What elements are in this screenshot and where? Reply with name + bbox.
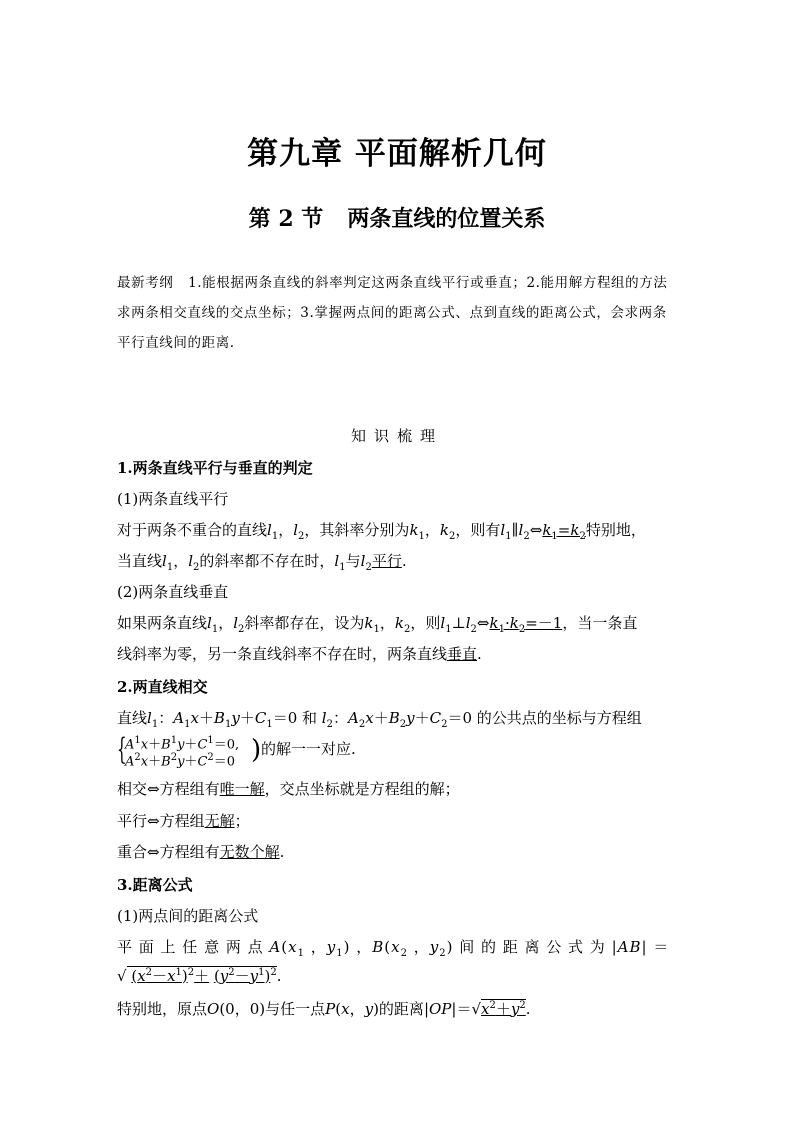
parallel-condition-answer: $k_1=k_2$ (542, 521, 586, 542)
section-name: 两条直线的位置关系 (347, 206, 546, 232)
parallel-heading: (1)两条直线平行 (117, 490, 229, 508)
left-brace: { (117, 732, 127, 767)
right-paren: ) (251, 735, 262, 765)
parallel-case: 平行⇔方程组无解； (117, 812, 250, 830)
coincide-answer: 无数个解 (219, 843, 280, 861)
perpendicular-answer: 垂直 (447, 645, 478, 663)
perpendicular-line-1: 如果两条直线$l_1$，$l_2$斜率都存在，设为$k_1$，$k_2$，则$l_1\perp l_2\Leftrightarrow k_1\cdot k_2=-1$，当一条直 (117, 614, 638, 635)
distance-heading: (1)两点间的距离公式 (117, 907, 259, 925)
section2-heading: 2.两直线相交 (117, 678, 208, 696)
section-number: 第 2 节 (248, 206, 324, 232)
distance-formula: √ $(x^2-x^1)^2+ (y^2-y^1)^2$. (117, 967, 282, 985)
intersect-answer: 唯一解 (219, 780, 265, 798)
syllabus-text: 1.能根据两条直线的斜率判定这两条直线平行或垂直；2.能用解方程组的方法求两条相交直线的交点坐标；3.掌握两点间的距离公式、点到直线的距离公式，会求两条平行直线间的距离. (117, 275, 668, 351)
distance-line-1: 平 面 上 任 意 两 点 $A(x_1$ ，$y_1$) ，$B(x_2$ ，$y_2$) 间 的 距 离 公 式 为 |AB| ＝ (117, 938, 670, 959)
system-equation-2: $A^2x+B^2y+C^2=0$ (125, 752, 236, 770)
coincide-case: 重合⇔方程组有无数个解. (117, 843, 285, 861)
knowledge-heading: 知识梳理 (350, 427, 443, 445)
system-equation-1: $A^1x+B^1y+C^1=0$, (125, 735, 240, 753)
section1-heading: 1.两条直线平行与垂直的判定 (117, 459, 313, 477)
section3-heading: 3.距离公式 (117, 876, 193, 894)
syllabus-label: 最新考纲 (117, 275, 174, 291)
origin-radicand: $x^2+y^2$ (481, 1000, 526, 1018)
syllabus-paragraph (117, 268, 677, 358)
intersect-line-1: 直线$l_1$：$A_1x+B_1y+C_1=0$ 和 $l_2$：$A_2x+B_2y+C_2=0$ 的公共点的坐标与方程组 (117, 709, 642, 730)
system-tail: 的解一一对应. (261, 740, 356, 758)
parallel-case-answer: 无解 (204, 812, 235, 830)
distance-radicand: $(x^2-x^1)^2+ (y^2-y^1)^2$ (127, 966, 277, 985)
perpendicular-condition-answer: $k_1\cdot k_2=-1$ (489, 614, 563, 635)
intersect-case: 相交⇔方程组有唯一解，交点坐标就是方程组的解； (117, 780, 460, 798)
parallel-answer: 平行 (371, 552, 402, 570)
perpendicular-heading: (2)两条直线垂直 (117, 583, 229, 601)
section-title (0, 202, 794, 233)
origin-distance-line: 特别地，原点O(0，0)与任一点P(x，y)的距离$|OP|=√x^2+y^2$. (117, 1000, 531, 1018)
perpendicular-line-2: 线斜率为零，另一条直线斜率不存在时，两条直线垂直. (117, 645, 482, 663)
parallel-line-1: 对于两条不重合的直线$l_1$，$l_2$，其斜率分别为$k_1$，$k_2$，则有$l_1\parallel l_2\Leftrightarrow k_1=k_2$特别地， (117, 521, 646, 542)
chapter-title: 第九章 平面解析几何 (247, 136, 547, 172)
parallel-line-2: 当直线$l_1$，$l_2$的斜率都不存在时，$l_1$与$l_2$平行. (117, 552, 407, 573)
